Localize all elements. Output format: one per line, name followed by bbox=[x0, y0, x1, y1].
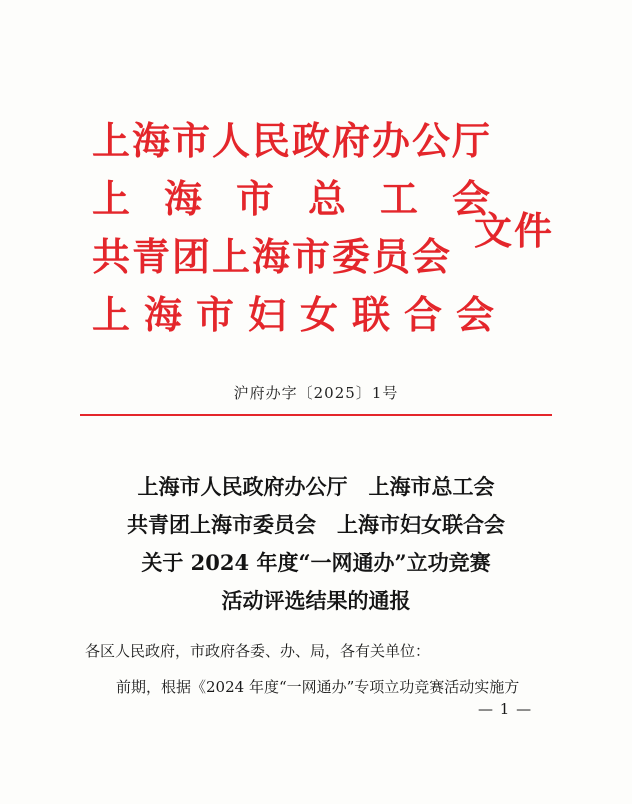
issuer-line: 上海市总工会 bbox=[92, 176, 525, 221]
red-separator-line bbox=[80, 414, 552, 416]
title-line: 活动评选结果的通报 bbox=[221, 588, 411, 613]
body-paragraph: 前期，根据《2024 年度“一网通办”专项立功竞赛活动实施方 bbox=[116, 678, 520, 696]
page-number: — 1 — bbox=[478, 700, 533, 718]
issuer-line: 上海市人民政府办公厅 bbox=[92, 118, 493, 163]
issuer-line: 上海市妇女联合会 bbox=[92, 292, 509, 337]
document-title bbox=[0, 468, 632, 620]
document-mark: 文件 bbox=[474, 208, 555, 253]
document-number: 沪府办字〔2025〕1号 bbox=[233, 384, 399, 402]
title-line: 关于 2024 年度“一网通办”立功竞赛 bbox=[141, 550, 491, 575]
issuer-line: 共青团上海市委员会 bbox=[92, 234, 453, 279]
title-line: 上海市人民政府办公厅 上海市总工会 bbox=[137, 474, 495, 499]
title-line: 共青团上海市委员会 上海市妇女联合会 bbox=[127, 512, 505, 537]
salutation: 各区人民政府，市政府各委、办、局，各有关单位： bbox=[85, 642, 431, 660]
